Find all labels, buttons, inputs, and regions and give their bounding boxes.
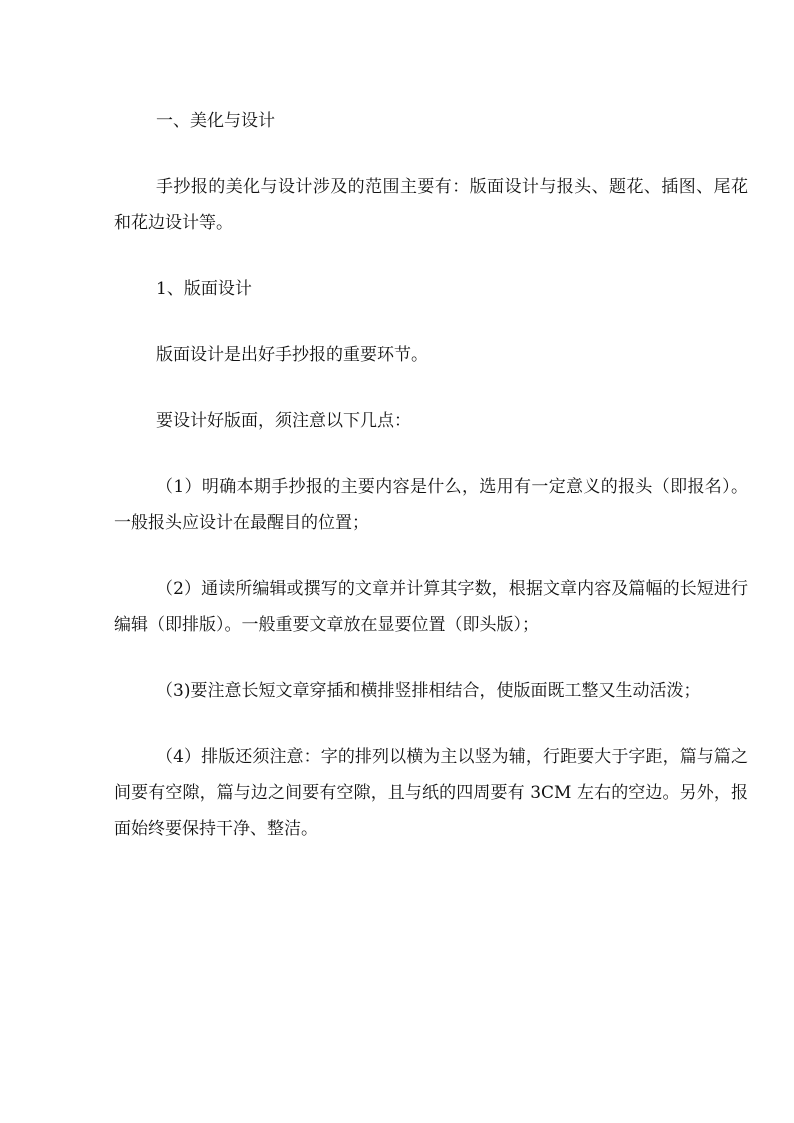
layout-importance-paragraph: 版面设计是出好手抄报的重要环节。 — [156, 345, 428, 365]
document-body — [114, 103, 748, 877]
subsection-heading: 1、版面设计 — [156, 279, 252, 299]
section-heading: 一、美化与设计 — [156, 111, 275, 131]
point-4-paragraph: （4）排版还须注意：字的排列以横为主以竖为辅，行距要大于字距，篇与篇之间要有空隙，篇与边之间要有空隙，且与纸的四周要有 3CM 左右的空边。另外，报面始终要保持干净、整洁。 — [114, 747, 748, 839]
intro-paragraph: 手抄报的美化与设计涉及的范围主要有：版面设计与报头、题花、插图、尾花和花边设计等。 — [114, 177, 748, 233]
layout-points-intro: 要设计好版面，须注意以下几点： — [156, 411, 411, 431]
point-2-paragraph: （2）通读所编辑或撰写的文章并计算其字数，根据文章内容及篇幅的长短进行编辑（即排版）。一般重要文章放在显要位置（即头版）； — [114, 579, 748, 635]
point-1-paragraph: （1）明确本期手抄报的主要内容是什么，选用有一定意义的报头（即报名）。一般报头应设计在最醒目的位置； — [114, 477, 748, 533]
point-3-paragraph: （3)要注意长短文章穿插和横排竖排相结合，使版面既工整又生动活泼； — [156, 681, 701, 701]
